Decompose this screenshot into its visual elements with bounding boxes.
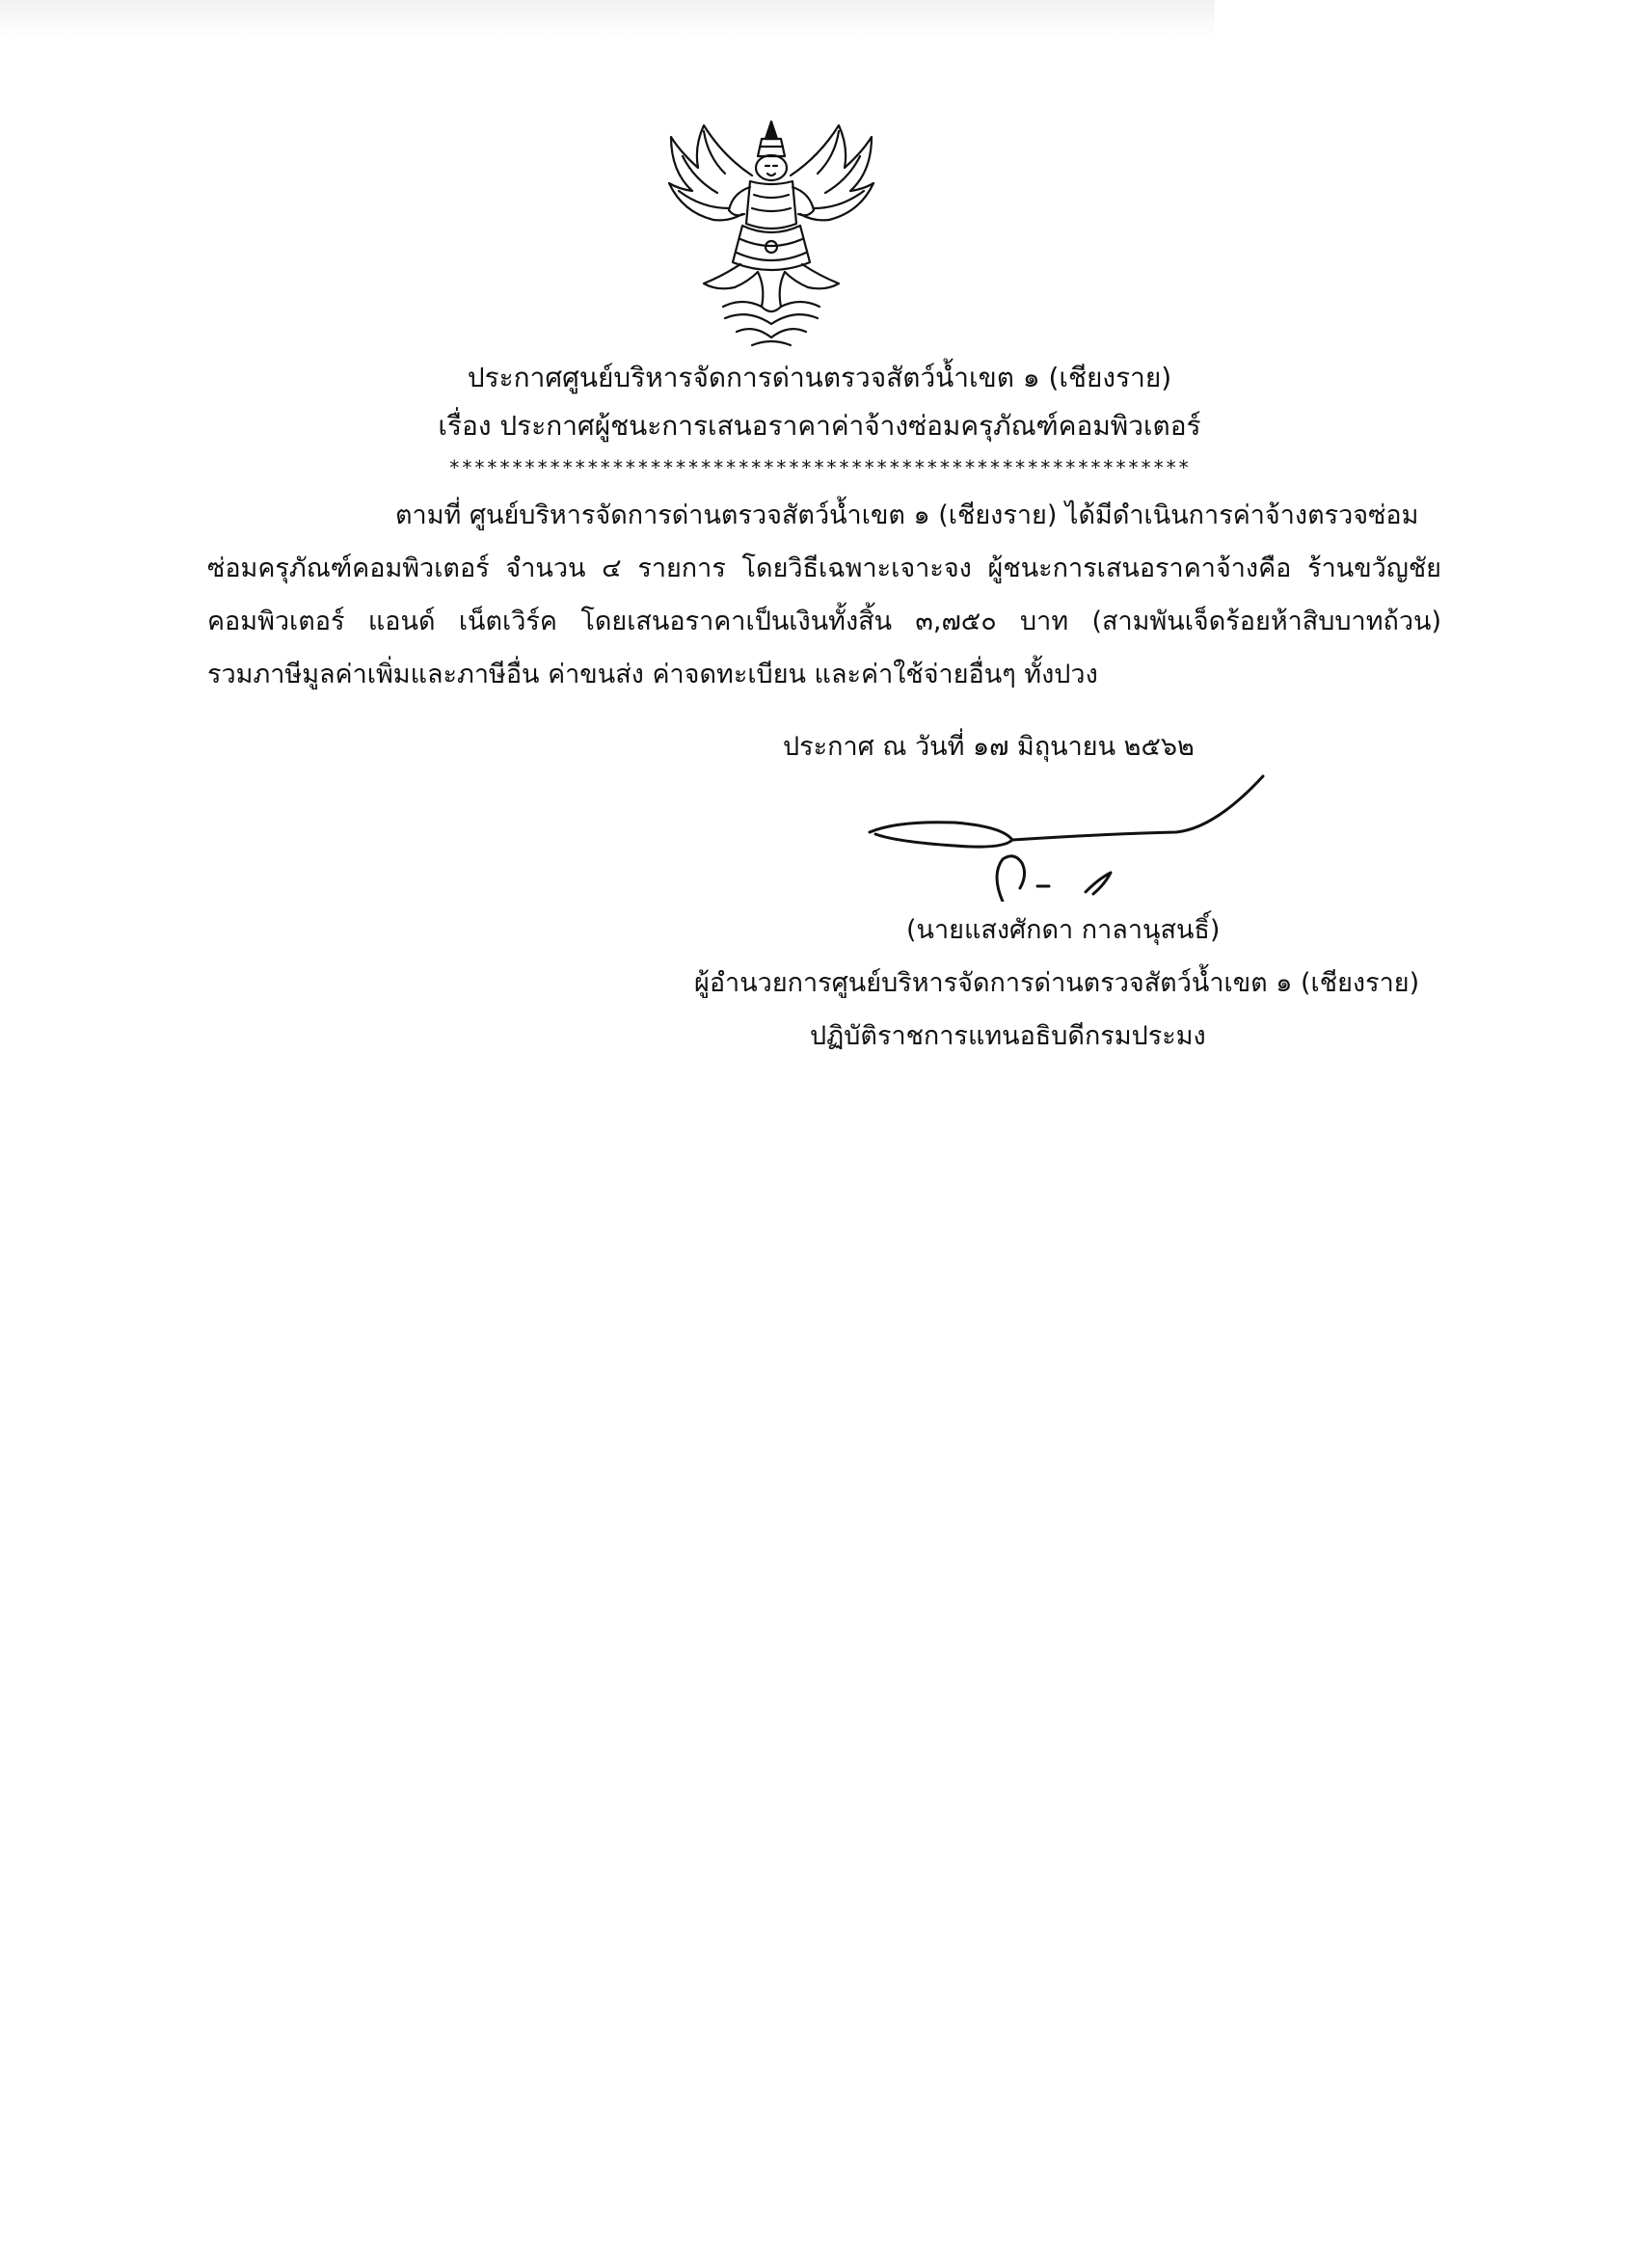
signatory-acting-for: ปฏิบัติราชการแทนอธิบดีกรมประมง: [810, 1021, 1206, 1051]
separator-line: ***********************************************************: [448, 456, 1191, 479]
signatory-name: (นายแสงศักดา กาลานุสนธิ์): [906, 915, 1221, 945]
announcement-date: ประกาศ ณ วันที่ ๑๗ มิถุนายน ๒๕๖๒: [783, 732, 1195, 762]
scan-shadow: [0, 0, 1215, 39]
announcement-subject: เรื่อง ประกาศผู้ชนะการเสนอราคาค่าจ้างซ่อมครุภัณฑ์คอมพิวเตอร์: [438, 410, 1201, 442]
garuda-emblem-icon: [665, 118, 877, 349]
handwritten-signature: [858, 767, 1282, 902]
body-paragraph-line-3: คอมพิวเตอร์ แอนด์ เน็ตเวิร์ค โดยเสนอราคาเป็นเงินทั้งสิ้น ๓,๗๕๐ บาท (สามพันเจ็ดร้อยห้าสิบบาทถ้วน): [207, 607, 1441, 636]
body-paragraph-line-1: ตามที่ ศูนย์บริหารจัดการด่านตรวจสัตว์น้ำเขต ๑ (เชียงราย) ได้มีดำเนินการค่าจ้างตรวจซ่อม: [395, 500, 1419, 530]
signatory-position: ผู้อำนวยการศูนย์บริหารจัดการด่านตรวจสัตว์น้ำเขต ๑ (เชียงราย): [694, 968, 1420, 998]
body-paragraph-line-2: ซ่อมครุภัณฑ์คอมพิวเตอร์ จำนวน ๔ รายการ โดยวิธีเฉพาะเจาะจง ผู้ชนะการเสนอราคาจ้างคือ ร้านขวัญชัย: [207, 554, 1441, 583]
body-paragraph-line-4: รวมภาษีมูลค่าเพิ่มและภาษีอื่น ค่าขนส่ง ค่าจดทะเบียน และค่าใช้จ่ายอื่นๆ ทั้งปวง: [207, 660, 1098, 689]
announcement-title: ประกาศศูนย์บริหารจัดการด่านตรวจสัตว์น้ำเขต ๑ (เชียงราย): [467, 362, 1172, 393]
